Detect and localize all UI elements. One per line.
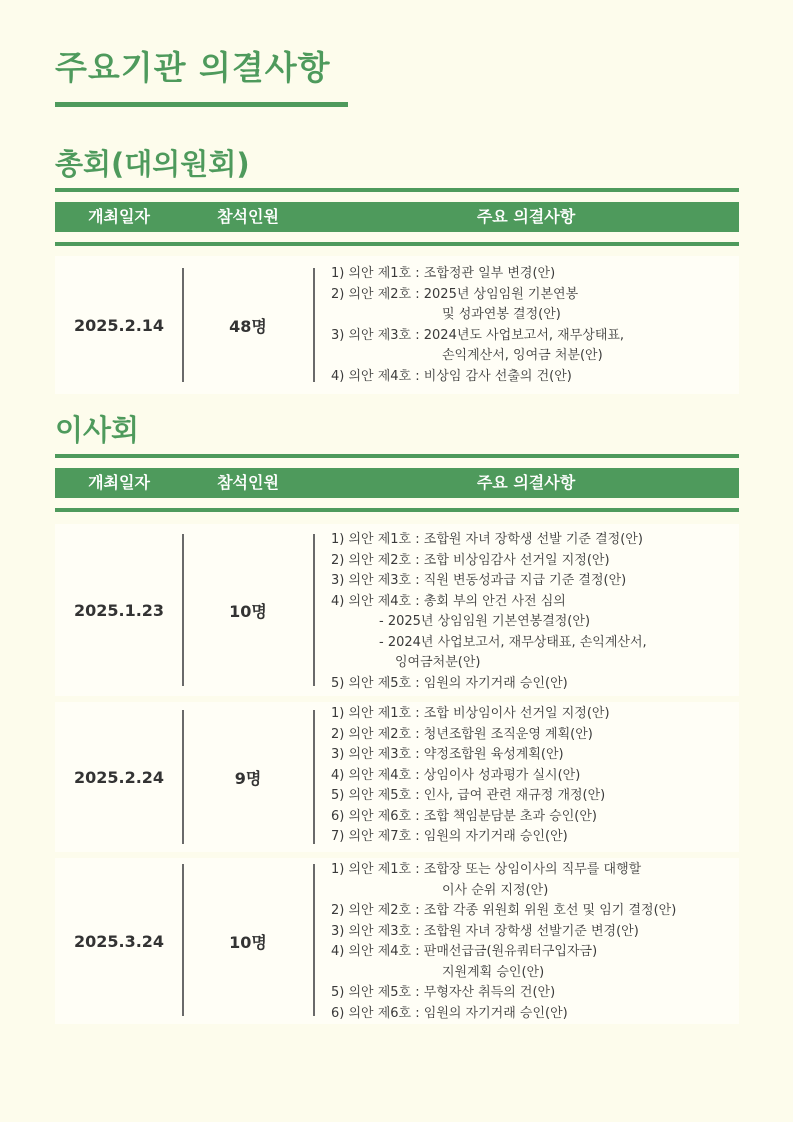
header-attendance: 참석인원	[217, 207, 279, 226]
meeting-date: 2025.3.24	[73, 931, 165, 951]
meeting-attendance: 10명	[229, 932, 267, 952]
table-header	[55, 202, 739, 232]
list-item: 1) 의안 제1호 : 조합 비상임이사 선거일 지정(안)	[331, 706, 610, 721]
list-item: 5) 의안 제5호 : 무형자산 취득의 건(안)	[331, 985, 556, 1000]
list-item: 5) 의안 제5호 : 인사, 급여 관련 재규정 개정(안)	[331, 788, 606, 803]
list-item: 2) 의안 제2호 : 청년조합원 조직운영 계획(안)	[331, 726, 593, 742]
header-attendance: 참석인원	[217, 473, 279, 492]
list-item: 6) 의안 제6호 : 임원의 자기거래 승인(안)	[331, 1005, 568, 1021]
table-row	[55, 256, 739, 394]
list-item: 5) 의안 제5호 : 임원의 자기거래 승인(안)	[331, 675, 568, 691]
page-title: 주요기관 의결사항	[55, 48, 331, 87]
resolution-list	[331, 264, 737, 387]
list-item: 4) 의안 제4호 : 비상임 감사 선출의 건(안)	[331, 368, 572, 384]
list-item: 잉여금처분(안)	[395, 655, 481, 670]
list-item: 4) 의안 제4호 : 총회 부의 안건 사전 심의	[331, 593, 566, 609]
list-item: 4) 의안 제4호 : 판매선급금(원유쿼터구입자금)	[331, 944, 598, 959]
header-items: 주요 의결사항	[476, 473, 576, 492]
resolution-list	[331, 704, 737, 848]
column-divider	[313, 268, 315, 382]
meeting-date: 2025.2.14	[73, 315, 165, 335]
section-rule	[55, 242, 739, 246]
section-title-board: 이사회	[55, 413, 140, 447]
list-item: 3) 의안 제3호 : 약정조합원 육성계획(안)	[331, 747, 564, 762]
list-item: 2) 의안 제2호 : 조합 각종 위원회 위원 호선 및 임기 결정(안)	[331, 903, 677, 918]
list-item: 1) 의안 제1호 : 조합원 자녀 장학생 선발 기준 결정(안)	[331, 532, 643, 547]
list-item: 및 성과연봉 결정(안)	[442, 307, 561, 322]
meeting-attendance: 10명	[229, 601, 267, 621]
list-item: 1) 의안 제1호 : 조합장 또는 상임이사의 직무를 대행할	[331, 862, 642, 877]
list-item: - 2024년 사업보고서, 재무상태표, 손익계산서,	[379, 634, 647, 650]
list-item: 2) 의안 제2호 : 2025년 상임임원 기본연봉	[331, 286, 579, 302]
list-item: 4) 의안 제4호 : 상임이사 성과평가 실시(안)	[331, 767, 581, 783]
column-divider	[182, 710, 184, 844]
meeting-attendance: 48명	[229, 316, 267, 336]
table-row	[55, 702, 739, 852]
column-divider	[313, 534, 315, 686]
list-item: 3) 의안 제3호 : 조합원 자녀 장학생 선발기준 변경(안)	[331, 923, 639, 939]
list-item: 지원계획 승인(안)	[442, 964, 545, 980]
resolution-list	[331, 860, 737, 1024]
list-item: 1) 의안 제1호 : 조합정관 일부 변경(안)	[331, 266, 556, 281]
column-divider	[313, 864, 315, 1016]
list-item: 3) 의안 제3호 : 직원 변동성과급 지급 기준 결정(안)	[331, 573, 627, 588]
table-header	[55, 468, 739, 498]
list-item: 2) 의안 제2호 : 조합 비상임감사 선거일 지정(안)	[331, 552, 610, 568]
meeting-date: 2025.2.24	[73, 767, 165, 787]
header-items: 주요 의결사항	[476, 207, 576, 226]
section-title-general-assembly: 총회(대의원회)	[55, 147, 250, 181]
list-item: - 2025년 상임임원 기본연봉결정(안)	[379, 614, 591, 629]
header-date: 개최일자	[88, 473, 150, 492]
section-rule	[55, 188, 739, 192]
column-divider	[313, 710, 315, 844]
column-divider	[182, 534, 184, 686]
list-item: 이사 순위 지정(안)	[442, 882, 549, 898]
meeting-attendance: 9명	[234, 768, 262, 788]
title-underline	[55, 102, 348, 107]
list-item: 6) 의안 제6호 : 조합 책임분담분 초과 승인(안)	[331, 808, 597, 824]
section-rule	[55, 508, 739, 512]
column-divider	[182, 268, 184, 382]
list-item: 3) 의안 제3호 : 2024년도 사업보고서, 재무상태표,	[331, 327, 625, 343]
list-item: 손익계산서, 잉여금 처분(안)	[442, 348, 603, 363]
table-row	[55, 524, 739, 696]
resolution-list	[331, 530, 737, 694]
section-rule	[55, 454, 739, 458]
meeting-date: 2025.1.23	[73, 600, 165, 620]
header-date: 개최일자	[88, 207, 150, 226]
list-item: 7) 의안 제7호 : 임원의 자기거래 승인(안)	[331, 829, 568, 844]
column-divider	[182, 864, 184, 1016]
table-row	[55, 858, 739, 1024]
